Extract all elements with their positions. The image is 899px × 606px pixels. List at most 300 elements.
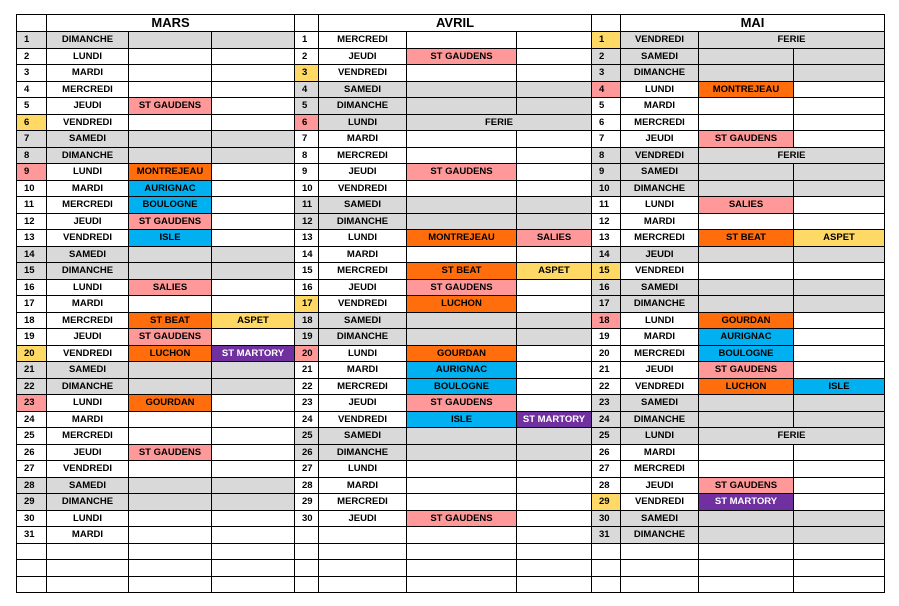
empty-cell	[407, 131, 517, 148]
weekday-name: MARDI	[47, 527, 129, 544]
month-header-row	[17, 15, 885, 32]
empty-cell	[517, 312, 592, 329]
empty-cell	[212, 65, 295, 82]
empty-cell	[212, 527, 295, 544]
weekday-name: VENDREDI	[47, 114, 129, 131]
empty-cell	[212, 378, 295, 395]
empty-cell	[794, 461, 885, 478]
empty-cell	[794, 131, 885, 148]
day-number: 8	[295, 147, 319, 164]
empty-cell	[794, 345, 885, 362]
empty-cell	[407, 312, 517, 329]
event-cell[interactable]: ST GAUDENS	[129, 444, 212, 461]
table-row	[17, 164, 885, 181]
weekday-name: MARDI	[47, 411, 129, 428]
event-cell[interactable]: ST GAUDENS	[129, 329, 212, 346]
empty-cell	[517, 543, 592, 560]
day-number: 12	[592, 213, 621, 230]
weekday-name: SAMEDI	[319, 81, 407, 98]
day-number: 29	[295, 494, 319, 511]
empty-cell	[517, 65, 592, 82]
empty-cell	[295, 543, 319, 560]
empty-cell	[794, 213, 885, 230]
day-number: 23	[295, 395, 319, 412]
empty-cell	[212, 48, 295, 65]
weekday-name: MERCREDI	[319, 378, 407, 395]
empty-cell	[17, 543, 47, 560]
day-number: 15	[592, 263, 621, 280]
holiday-cell: FERIE	[407, 114, 592, 131]
empty-cell	[517, 180, 592, 197]
table-row	[17, 296, 885, 313]
weekday-name: SAMEDI	[47, 246, 129, 263]
empty-cell	[212, 494, 295, 511]
empty-cell	[212, 329, 295, 346]
empty-cell	[794, 246, 885, 263]
table-row	[17, 98, 885, 115]
event-cell[interactable]: LUCHON	[129, 345, 212, 362]
weekday-name: SAMEDI	[47, 131, 129, 148]
empty-cell	[212, 114, 295, 131]
empty-cell	[212, 444, 295, 461]
weekday-name: DIMANCHE	[319, 329, 407, 346]
empty-cell	[129, 477, 212, 494]
day-number: 14	[295, 246, 319, 263]
weekday-name: DIMANCHE	[47, 147, 129, 164]
weekday-name: SAMEDI	[47, 477, 129, 494]
weekday-name: LUNDI	[319, 230, 407, 247]
day-number: 26	[17, 444, 47, 461]
empty-cell	[129, 32, 212, 49]
weekday-name: JEUDI	[47, 213, 129, 230]
table-row	[17, 65, 885, 82]
empty-cell	[129, 362, 212, 379]
table-row	[17, 345, 885, 362]
day-number: 24	[17, 411, 47, 428]
day-number: 21	[592, 362, 621, 379]
day-number: 8	[17, 147, 47, 164]
day-number: 28	[592, 477, 621, 494]
day-number: 31	[592, 527, 621, 544]
weekday-name: SAMEDI	[319, 197, 407, 214]
event-cell[interactable]: ST GAUDENS	[407, 164, 517, 181]
day-number: 3	[295, 65, 319, 82]
empty-cell	[129, 510, 212, 527]
day-number: 16	[592, 279, 621, 296]
empty-cell	[407, 65, 517, 82]
weekday-name: DIMANCHE	[621, 65, 699, 82]
table-row	[17, 576, 885, 593]
event-cell[interactable]: ST MARTORY	[699, 494, 794, 511]
day-number: 27	[295, 461, 319, 478]
weekday-name: LUNDI	[47, 164, 129, 181]
weekday-name: SAMEDI	[621, 48, 699, 65]
day-number: 27	[592, 461, 621, 478]
table-row	[17, 411, 885, 428]
event-cell[interactable]: ST GAUDENS	[407, 395, 517, 412]
empty-cell	[794, 296, 885, 313]
event-cell[interactable]: SALIES	[699, 197, 794, 214]
day-number: 30	[592, 510, 621, 527]
empty-cell	[129, 543, 212, 560]
day-number: 14	[592, 246, 621, 263]
event-cell[interactable]: ST BEAT	[407, 263, 517, 280]
weekday-name: LUNDI	[319, 461, 407, 478]
table-row	[17, 560, 885, 577]
empty-cell	[129, 527, 212, 544]
event-cell[interactable]: ST GAUDENS	[407, 510, 517, 527]
empty-cell	[212, 246, 295, 263]
table-row	[17, 461, 885, 478]
table-row	[17, 494, 885, 511]
table-row	[17, 378, 885, 395]
weekday-name: LUNDI	[621, 312, 699, 329]
weekday-name: MARDI	[621, 329, 699, 346]
weekday-name: MERCREDI	[319, 32, 407, 49]
event-cell[interactable]: ASPET	[212, 312, 295, 329]
table-row	[17, 213, 885, 230]
empty-cell	[517, 428, 592, 445]
weekday-name: MARDI	[319, 362, 407, 379]
event-cell[interactable]: AURIGNAC	[407, 362, 517, 379]
day-number: 9	[592, 164, 621, 181]
weekday-name: MARDI	[621, 213, 699, 230]
empty-cell	[517, 147, 592, 164]
day-number: 5	[592, 98, 621, 115]
weekday-name: VENDREDI	[621, 263, 699, 280]
event-cell[interactable]: ASPET	[517, 263, 592, 280]
day-number: 28	[295, 477, 319, 494]
day-number: 5	[17, 98, 47, 115]
day-number: 26	[295, 444, 319, 461]
event-cell[interactable]: ISLE	[794, 378, 885, 395]
event-cell[interactable]: ISLE	[407, 411, 517, 428]
weekday-name: DIMANCHE	[621, 411, 699, 428]
event-cell[interactable]: LUCHON	[699, 378, 794, 395]
table-row	[17, 477, 885, 494]
empty-cell	[129, 147, 212, 164]
table-row	[17, 147, 885, 164]
day-number: 16	[17, 279, 47, 296]
event-cell[interactable]: GOURDAN	[407, 345, 517, 362]
weekday-name: LUNDI	[47, 395, 129, 412]
empty-cell	[517, 345, 592, 362]
day-number: 22	[295, 378, 319, 395]
day-number: 4	[295, 81, 319, 98]
event-cell[interactable]: MONTREJEAU	[699, 81, 794, 98]
day-number: 10	[295, 180, 319, 197]
empty-cell	[621, 543, 699, 560]
empty-cell	[699, 560, 794, 577]
event-cell[interactable]: SALIES	[517, 230, 592, 247]
empty-cell	[407, 98, 517, 115]
empty-cell	[129, 131, 212, 148]
weekday-name: MERCREDI	[621, 230, 699, 247]
weekday-name: MERCREDI	[319, 147, 407, 164]
day-number: 24	[295, 411, 319, 428]
empty-cell	[699, 65, 794, 82]
empty-cell	[319, 527, 407, 544]
empty-cell	[517, 131, 592, 148]
empty-cell	[517, 279, 592, 296]
weekday-name: JEUDI	[621, 477, 699, 494]
empty-cell	[699, 48, 794, 65]
empty-cell	[517, 98, 592, 115]
day-number: 6	[17, 114, 47, 131]
weekday-name: DIMANCHE	[47, 263, 129, 280]
weekday-name: JEUDI	[319, 279, 407, 296]
day-number: 30	[295, 510, 319, 527]
empty-cell	[212, 213, 295, 230]
weekday-name: SAMEDI	[621, 279, 699, 296]
calendar-table	[16, 14, 885, 593]
empty-cell	[407, 147, 517, 164]
empty-cell	[699, 296, 794, 313]
empty-cell	[129, 494, 212, 511]
empty-cell	[212, 560, 295, 577]
empty-cell	[699, 411, 794, 428]
day-number: 15	[295, 263, 319, 280]
empty-cell	[794, 263, 885, 280]
day-number: 27	[17, 461, 47, 478]
weekday-name: LUNDI	[621, 81, 699, 98]
day-number: 12	[17, 213, 47, 230]
holiday-cell: FERIE	[699, 32, 885, 49]
empty-cell	[699, 395, 794, 412]
empty-cell	[129, 576, 212, 593]
empty-cell	[517, 510, 592, 527]
day-number: 14	[17, 246, 47, 263]
empty-cell	[699, 213, 794, 230]
empty-cell	[794, 560, 885, 577]
empty-cell	[212, 461, 295, 478]
empty-cell	[295, 576, 319, 593]
day-number: 21	[17, 362, 47, 379]
day-number: 16	[295, 279, 319, 296]
table-row	[17, 312, 885, 329]
weekday-name: SAMEDI	[47, 362, 129, 379]
empty-cell	[794, 48, 885, 65]
empty-cell	[319, 560, 407, 577]
day-number: 1	[592, 32, 621, 49]
day-number: 2	[592, 48, 621, 65]
weekday-name: DIMANCHE	[319, 444, 407, 461]
weekday-name: SAMEDI	[621, 395, 699, 412]
day-number: 18	[592, 312, 621, 329]
day-number: 19	[295, 329, 319, 346]
day-number: 7	[17, 131, 47, 148]
event-cell[interactable]: ST BEAT	[129, 312, 212, 329]
table-row	[17, 543, 885, 560]
day-number: 20	[592, 345, 621, 362]
empty-cell	[794, 444, 885, 461]
event-cell[interactable]: MONTREJEAU	[129, 164, 212, 181]
event-cell[interactable]: ISLE	[129, 230, 212, 247]
day-number: 13	[17, 230, 47, 247]
weekday-name: MARDI	[319, 246, 407, 263]
event-cell[interactable]: ST GAUDENS	[699, 131, 794, 148]
empty-cell	[212, 263, 295, 280]
event-cell[interactable]: ST GAUDENS	[129, 213, 212, 230]
table-row	[17, 131, 885, 148]
day-number: 13	[592, 230, 621, 247]
empty-cell	[212, 98, 295, 115]
empty-cell	[794, 411, 885, 428]
weekday-name: JEUDI	[319, 48, 407, 65]
empty-cell	[621, 560, 699, 577]
empty-cell	[407, 32, 517, 49]
empty-cell	[47, 560, 129, 577]
empty-cell	[129, 263, 212, 280]
empty-cell	[212, 230, 295, 247]
table-row	[17, 395, 885, 412]
day-number: 5	[295, 98, 319, 115]
empty-cell	[129, 461, 212, 478]
weekday-name: MARDI	[47, 65, 129, 82]
weekday-name: MARDI	[319, 131, 407, 148]
day-number: 7	[592, 131, 621, 148]
weekday-name: MERCREDI	[47, 197, 129, 214]
day-number: 19	[592, 329, 621, 346]
empty-cell	[699, 114, 794, 131]
weekday-name: MARDI	[621, 98, 699, 115]
empty-cell	[794, 362, 885, 379]
weekday-name: MARDI	[319, 477, 407, 494]
event-cell[interactable]: BOULOGNE	[699, 345, 794, 362]
event-cell[interactable]: ST GAUDENS	[699, 362, 794, 379]
event-cell[interactable]: AURIGNAC	[699, 329, 794, 346]
weekday-name: LUNDI	[47, 510, 129, 527]
empty-cell	[407, 246, 517, 263]
weekday-name: DIMANCHE	[319, 213, 407, 230]
weekday-name: JEUDI	[47, 444, 129, 461]
day-number: 18	[295, 312, 319, 329]
event-cell[interactable]: ST GAUDENS	[407, 279, 517, 296]
empty-cell	[794, 312, 885, 329]
day-number: 3	[17, 65, 47, 82]
weekday-name: LUNDI	[621, 197, 699, 214]
empty-cell	[47, 543, 129, 560]
empty-cell	[129, 428, 212, 445]
table-row	[17, 114, 885, 131]
empty-cell	[212, 362, 295, 379]
weekday-name: DIMANCHE	[621, 527, 699, 544]
empty-cell	[517, 494, 592, 511]
day-number: 11	[295, 197, 319, 214]
event-cell[interactable]: GOURDAN	[699, 312, 794, 329]
table-row	[17, 444, 885, 461]
empty-cell	[407, 560, 517, 577]
empty-cell	[407, 444, 517, 461]
event-cell[interactable]: BOULOGNE	[407, 378, 517, 395]
day-number: 1	[295, 32, 319, 49]
empty-cell	[794, 197, 885, 214]
empty-cell	[517, 48, 592, 65]
event-cell[interactable]: SALIES	[129, 279, 212, 296]
empty-cell	[212, 164, 295, 181]
empty-cell	[212, 81, 295, 98]
table-row	[17, 527, 885, 544]
empty-cell	[407, 576, 517, 593]
event-cell[interactable]: ST MARTORY	[212, 345, 295, 362]
day-number: 8	[592, 147, 621, 164]
day-number: 21	[295, 362, 319, 379]
empty-cell	[517, 527, 592, 544]
day-number: 29	[17, 494, 47, 511]
day-number: 25	[295, 428, 319, 445]
empty-cell	[407, 81, 517, 98]
empty-cell	[699, 543, 794, 560]
weekday-name: VENDREDI	[319, 296, 407, 313]
empty-cell	[129, 81, 212, 98]
empty-cell	[794, 527, 885, 544]
empty-cell	[794, 98, 885, 115]
empty-cell	[794, 395, 885, 412]
day-number: 20	[17, 345, 47, 362]
weekday-name: VENDREDI	[621, 494, 699, 511]
event-cell[interactable]: BOULOGNE	[129, 197, 212, 214]
empty-cell	[794, 543, 885, 560]
empty-cell	[407, 543, 517, 560]
table-row	[17, 48, 885, 65]
day-number: 13	[295, 230, 319, 247]
day-number: 10	[592, 180, 621, 197]
event-cell[interactable]: AURIGNAC	[129, 180, 212, 197]
day-number: 15	[17, 263, 47, 280]
empty-cell	[699, 461, 794, 478]
empty-cell	[319, 543, 407, 560]
day-number: 7	[295, 131, 319, 148]
table-row	[17, 32, 885, 49]
empty-cell	[517, 246, 592, 263]
event-cell[interactable]: ST GAUDENS	[129, 98, 212, 115]
day-number: 2	[17, 48, 47, 65]
weekday-name: MERCREDI	[47, 428, 129, 445]
empty-cell	[699, 263, 794, 280]
event-cell[interactable]: ST GAUDENS	[699, 477, 794, 494]
event-cell[interactable]: MONTREJEAU	[407, 230, 517, 247]
empty-cell	[319, 576, 407, 593]
weekday-name: VENDREDI	[319, 65, 407, 82]
weekday-name: DIMANCHE	[47, 32, 129, 49]
table-row	[17, 510, 885, 527]
empty-cell	[794, 329, 885, 346]
event-cell[interactable]: ST MARTORY	[517, 411, 592, 428]
empty-cell	[212, 131, 295, 148]
day-number: 23	[592, 395, 621, 412]
holiday-cell: FERIE	[699, 147, 885, 164]
empty-cell	[517, 444, 592, 461]
event-cell[interactable]: LUCHON	[407, 296, 517, 313]
empty-cell	[794, 164, 885, 181]
empty-cell	[212, 395, 295, 412]
table-row	[17, 180, 885, 197]
header-blank-cell	[592, 15, 621, 32]
event-cell[interactable]: ST BEAT	[699, 230, 794, 247]
event-cell[interactable]: ASPET	[794, 230, 885, 247]
empty-cell	[17, 576, 47, 593]
empty-cell	[794, 494, 885, 511]
empty-cell	[794, 576, 885, 593]
weekday-name: MARDI	[47, 180, 129, 197]
weekday-name: SAMEDI	[319, 312, 407, 329]
empty-cell	[212, 279, 295, 296]
event-cell[interactable]: ST GAUDENS	[407, 48, 517, 65]
event-cell[interactable]: GOURDAN	[129, 395, 212, 412]
empty-cell	[699, 164, 794, 181]
weekday-name: DIMANCHE	[47, 494, 129, 511]
month-title-mars: MARS	[47, 15, 295, 32]
